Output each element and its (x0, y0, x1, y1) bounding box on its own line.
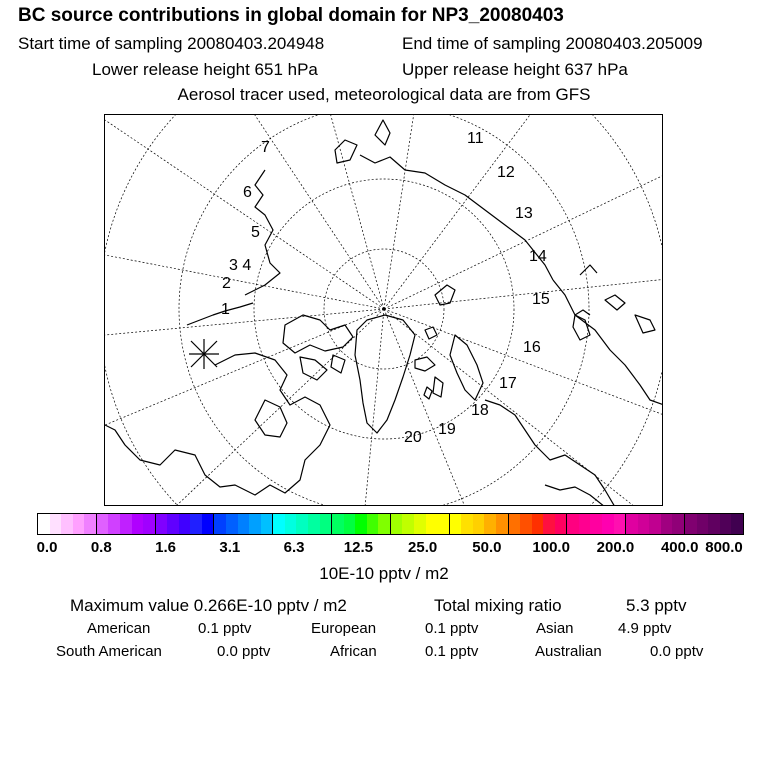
colorbar-tick-label: 0.8 (90, 539, 112, 556)
source-value-american: 0.1 pptv (198, 620, 252, 637)
day-labels (221, 130, 550, 446)
japan-coast (575, 265, 597, 315)
colorbar-segment (426, 514, 438, 534)
colorbar-tick-label: 0.0 (36, 539, 58, 556)
meridian (384, 175, 663, 309)
caspian-coast (573, 315, 590, 340)
colorbar-segment (285, 514, 297, 534)
colorbar-segment (661, 514, 673, 534)
day-label: 12 (497, 164, 515, 181)
asia-islands-coast (605, 295, 655, 333)
colorbar-tick-label: 400.0 (660, 539, 699, 556)
greenland-coast (355, 315, 415, 433)
iceland-coast (415, 357, 435, 371)
colorbar-segment (238, 514, 250, 534)
colorbar-segment (38, 514, 50, 534)
source-name-asian: Asian (536, 620, 574, 637)
europe-coast (485, 400, 615, 506)
coastlines (105, 120, 663, 506)
colorbar-segment (579, 514, 591, 534)
colorbar-segment (697, 514, 709, 534)
colorbar-segment (156, 514, 168, 534)
colorbar-segment (190, 514, 202, 534)
colorbar-tick-label: 100.0 (532, 539, 570, 556)
canadian-archipelago-coast (283, 315, 353, 353)
source-name-south-american: South American (56, 643, 162, 660)
colorbar-tick-label: 1.6 (155, 539, 176, 556)
colorbar-segment (720, 514, 732, 534)
north-america-coast (105, 353, 330, 495)
start-time-label: Start time of sampling 20080403.204948 (18, 34, 325, 53)
tracer-note: Aerosol tracer used, meteorological data are from GFS (177, 85, 591, 104)
colorbar-tick-label: 800.0 (705, 539, 743, 556)
colorbar-segment (378, 514, 391, 534)
colorbar-segment (296, 514, 308, 534)
day-label: 20 (404, 429, 422, 446)
colorbar-segment (496, 514, 509, 534)
colorbar-segment (567, 514, 579, 534)
day-label: 15 (532, 291, 550, 308)
colorbar-segment (202, 514, 215, 534)
colorbar-unit-label: 10E-10 pptv / m2 (319, 564, 449, 583)
day-label: 14 (529, 248, 547, 265)
colorbar-tick-label: 200.0 (596, 539, 635, 556)
aleutian-chain (187, 303, 253, 325)
colorbar-segment (520, 514, 532, 534)
source-value-australian: 0.0 pptv (650, 643, 704, 660)
colorbar-segment (61, 514, 73, 534)
colorbar-segment (672, 514, 685, 534)
kamchatka-coast (375, 120, 390, 145)
source-value-african: 0.1 pptv (425, 643, 479, 660)
source-name-african: African (330, 643, 377, 660)
colorbar-segment (638, 514, 650, 534)
upper-release-height-label: Upper release height 637 hPa (402, 60, 628, 79)
day-label: 19 (438, 421, 456, 438)
colorbar-segment (50, 514, 62, 534)
colorbar-segment (179, 514, 191, 534)
colorbar-segment (450, 514, 462, 534)
meridian (175, 115, 384, 309)
source-value-south-american: 0.0 pptv (217, 643, 271, 660)
colorbar-segment (226, 514, 238, 534)
colorbar-tick-label: 50.0 (472, 539, 502, 556)
colorbar-segment (320, 514, 333, 534)
day-label: 5 (251, 224, 260, 241)
meridian (105, 120, 384, 309)
total-mixing-ratio-label: Total mixing ratio (434, 596, 562, 615)
source-name-european: European (311, 620, 377, 637)
colorbar-segment (143, 514, 156, 534)
svalbard-coast (425, 327, 437, 339)
map-canvas (105, 115, 663, 506)
colorbar-tick-label: 3.1 (219, 539, 241, 556)
colorbar-segment (355, 514, 367, 534)
colorbar-segment (626, 514, 638, 534)
total-mixing-ratio-value: 5.3 pptv (626, 596, 687, 615)
meridian (384, 275, 663, 309)
colorbar-segment (614, 514, 627, 534)
colorbar-tick-label: 6.3 (283, 539, 305, 556)
day-label: 1 (221, 301, 230, 318)
meridian (365, 309, 384, 506)
colorbar-segment (602, 514, 614, 534)
colorbar-segment (731, 514, 743, 534)
meridian (384, 115, 435, 309)
colorbar-segment (532, 514, 544, 534)
meridian (384, 309, 663, 415)
colorbar-segment (543, 514, 555, 534)
colorbar-tick-label: 25.0 (408, 539, 438, 556)
mediterranean-coast (545, 485, 605, 506)
day-label: 18 (471, 402, 489, 419)
colorbar-segment (108, 514, 120, 534)
day-label: 6 (243, 184, 252, 201)
colorbar-segment (84, 514, 97, 534)
polar-map (104, 114, 663, 506)
receptor-asterisk (189, 339, 219, 369)
colorbar-segment (708, 514, 720, 534)
colorbar-segment (249, 514, 261, 534)
colorbar-segment (273, 514, 285, 534)
chart-title: BC source contributions in global domain for NP3_20080403 (18, 5, 564, 26)
colorbar (37, 513, 744, 535)
day-label: 17 (499, 375, 517, 392)
day-label: 11 (467, 130, 484, 147)
colorbar-segment (132, 514, 144, 534)
colorbar-segment (590, 514, 602, 534)
meridian (295, 115, 384, 309)
colorbar-segment (685, 514, 697, 534)
day-label: 16 (523, 339, 541, 356)
meridian (384, 309, 465, 506)
colorbar-segment (414, 514, 426, 534)
colorbar-segment (367, 514, 379, 534)
day-label: 2 (222, 275, 231, 292)
chukotka-coast (335, 140, 357, 163)
colorbar-segment (402, 514, 414, 534)
day-label: 13 (515, 205, 533, 222)
colorbar-segment (73, 514, 85, 534)
colorbar-segment (167, 514, 179, 534)
day-label: 3 4 (229, 257, 252, 274)
colorbar-tick-label: 12.5 (343, 539, 373, 556)
british-isles-coast (424, 377, 443, 399)
maximum-value-label: Maximum value 0.266E-10 pptv / m2 (70, 596, 347, 615)
colorbar-segment (484, 514, 496, 534)
lower-release-height-label: Lower release height 651 hPa (92, 60, 318, 79)
meridians (105, 115, 663, 506)
source-name-australian: Australian (535, 643, 602, 660)
source-value-asian: 4.9 pptv (618, 620, 672, 637)
source-name-american: American (87, 620, 151, 637)
colorbar-segment (214, 514, 226, 534)
colorbar-segment (461, 514, 473, 534)
day-label: 7 (261, 139, 270, 156)
colorbar-segment (97, 514, 109, 534)
source-value-european: 0.1 pptv (425, 620, 479, 637)
colorbar-segment (437, 514, 450, 534)
colorbar-segment (555, 514, 568, 534)
end-time-label: End time of sampling 20080403.205009 (402, 34, 703, 53)
colorbar-segment (649, 514, 661, 534)
meridian (105, 309, 384, 335)
colorbar-segment (261, 514, 274, 534)
colorbar-segment (308, 514, 320, 534)
colorbar-segment (332, 514, 344, 534)
colorbar-segment (473, 514, 485, 534)
colorbar-segment (120, 514, 132, 534)
colorbar-segment (391, 514, 403, 534)
colorbar-segment (344, 514, 356, 534)
meridian (384, 309, 635, 506)
colorbar-segment (509, 514, 521, 534)
